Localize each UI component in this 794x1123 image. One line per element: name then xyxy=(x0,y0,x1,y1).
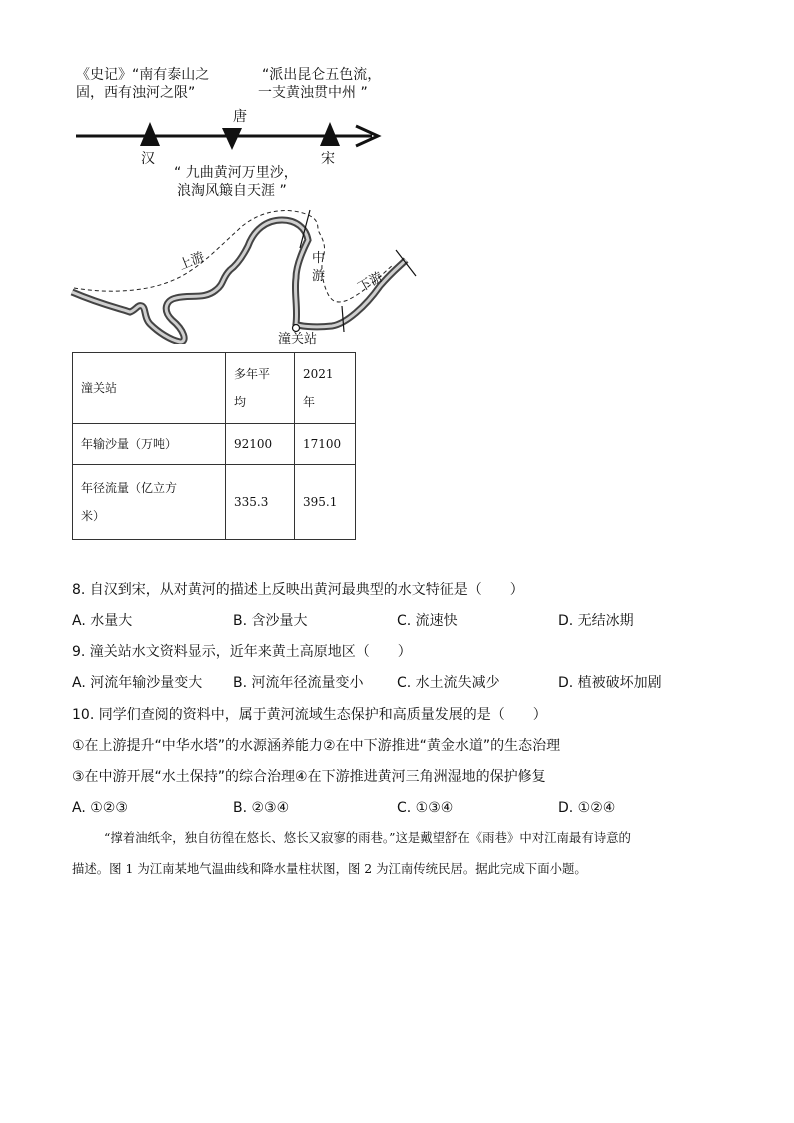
table-row xyxy=(73,424,356,465)
label-upper-reach: 上游 xyxy=(176,249,207,274)
table-cell-sediment-2021: 17100 xyxy=(295,424,356,465)
question-10-statement-2: ③在中游开展“水土保持”的综合治理④在下游推进黄河三角洲湿地的保护修复 xyxy=(72,769,546,785)
q10-option-b[interactable]: B. ②③④ xyxy=(233,800,290,816)
table-cell-runoff-2021: 395.1 xyxy=(295,465,356,540)
quote-song-line2: 一支黄浊贯中州 ” xyxy=(258,85,368,101)
basin-dashed-line xyxy=(74,211,394,302)
q10-option-a[interactable]: A. ①②③ xyxy=(72,800,128,816)
intro-paragraph-line1: “撑着油纸伞，独自彷徨在悠长、悠长又寂寥的雨巷。”这是戴望舒在《雨巷》中对江南最有诗意的 xyxy=(104,830,631,845)
table-cell-sediment-avg: 92100 xyxy=(226,424,295,465)
table-cell-avg-header: 多年平 均 xyxy=(226,353,295,424)
label-lower-reach: 下游 xyxy=(355,269,386,296)
question-10-statement-1: ①在上游提升“中华水塔”的水源涵养能力②在中下游推进“黄金水道”的生态治理 xyxy=(72,738,561,754)
table-cell-2021-header: 2021 年 xyxy=(295,353,356,424)
quote-tang-line2: 浪淘风簸自天涯 ” xyxy=(177,183,287,199)
label-middle-reach-2: 游 xyxy=(312,269,326,284)
quote-han-line1: 《史记》“南有泰山之 xyxy=(76,67,210,83)
q8-option-d[interactable]: D. 无结冰期 xyxy=(558,613,634,629)
marker-han-triangle xyxy=(140,122,160,146)
table-cell-sediment-label: 年输沙量（万吨） xyxy=(73,424,226,465)
hydrology-table xyxy=(72,352,356,540)
q9-option-b[interactable]: B. 河流年径流量变小 xyxy=(233,675,364,691)
table-cell-runoff-avg: 335.3 xyxy=(226,465,295,540)
marker-song-triangle xyxy=(320,122,340,146)
question-8-stem: 8. 自汉到宋，从对黄河的描述上反映出黄河最典型的水文特征是（ ） xyxy=(72,582,524,598)
q8-option-b[interactable]: B. 含沙量大 xyxy=(233,613,308,629)
table-header-row xyxy=(73,353,356,424)
table-cell-runoff-label: 年径流量（亿立方 米） xyxy=(73,465,226,540)
table-row xyxy=(73,465,356,540)
q9-option-a[interactable]: A. 河流年输沙量变大 xyxy=(72,675,203,691)
q9-option-d[interactable]: D. 植被破坏加剧 xyxy=(558,675,662,691)
quote-tang-line1: “ 九曲黄河万里沙， xyxy=(174,165,298,181)
label-middle-reach-1: 中 xyxy=(312,251,326,266)
quote-han-line2: 固，西有浊河之限” xyxy=(76,85,196,101)
intro-paragraph-line2: 描述。图 1 为江南某地气温曲线和降水量柱状图，图 2 为江南传统民居。据此完成下面小题。 xyxy=(72,861,587,876)
q8-option-c[interactable]: C. 流速快 xyxy=(397,613,458,629)
question-10-stem: 10. 同学们查阅的资料中，属于黄河流域生态保护和高质量发展的是（ ） xyxy=(72,707,547,723)
label-tang: 唐 xyxy=(233,109,247,125)
q10-option-c[interactable]: C. ①③④ xyxy=(397,800,454,816)
question-9-stem: 9. 潼关站水文资料显示，近年来黄土高原地区（ ） xyxy=(72,644,412,660)
label-tongguan-station: 潼关站 xyxy=(278,332,318,347)
marker-tang-triangle xyxy=(222,128,242,150)
label-song: 宋 xyxy=(321,151,335,167)
q8-option-a[interactable]: A. 水量大 xyxy=(72,613,133,629)
q9-option-c[interactable]: C. 水土流失减少 xyxy=(397,675,500,691)
table-cell-station: 潼关站 xyxy=(73,353,226,424)
quote-song-line1: “派出昆仑五色流， xyxy=(262,67,382,83)
timeline-axis xyxy=(76,118,386,154)
label-han: 汉 xyxy=(141,151,155,167)
q10-option-d[interactable]: D. ①②④ xyxy=(558,800,616,816)
